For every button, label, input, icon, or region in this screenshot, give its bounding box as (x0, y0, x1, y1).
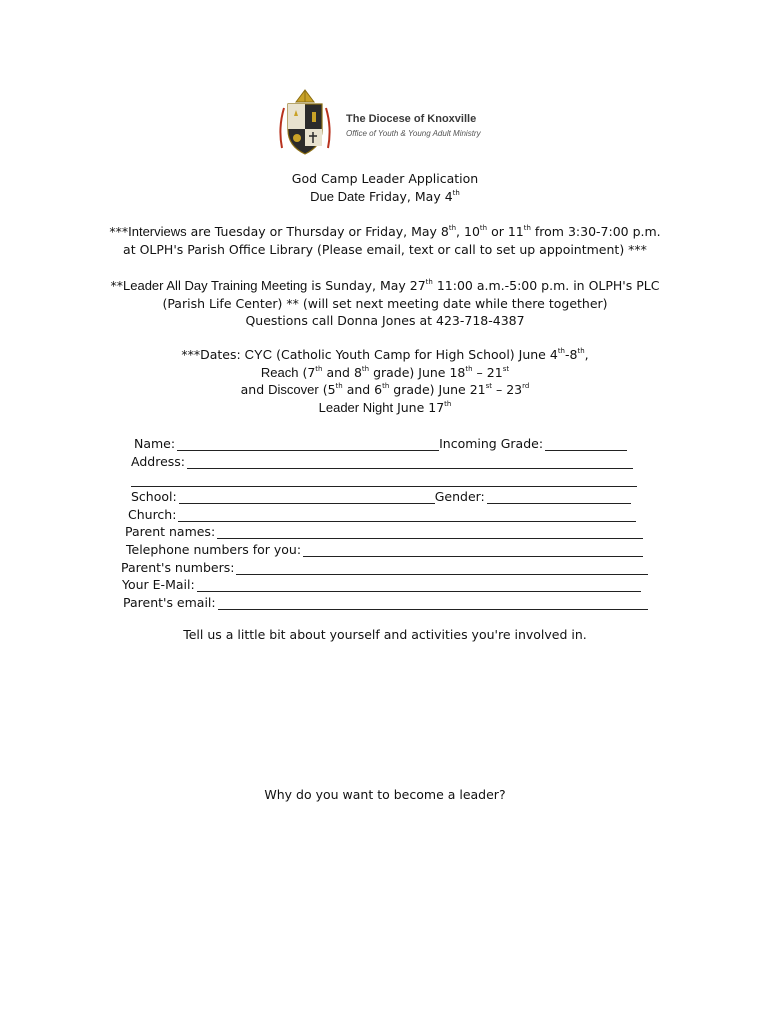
diocese-crest-icon (274, 88, 336, 158)
interviews-text-d: from 3:30-7:00 p.m. (530, 224, 661, 239)
training-label: Leader All Day Training Meeting (123, 278, 308, 293)
training-location: (Parish Life Center) ** (will set next meeting date while there together) (162, 295, 608, 311)
cyc-text: (Catholic Youth Camp for High School) June 4 (272, 347, 558, 362)
reach-text4: – 21 (472, 364, 503, 380)
discover-text1: (5 (318, 382, 336, 397)
about-yourself-question: Tell us a little bit about yourself and activities you're involved in. (183, 627, 587, 642)
cyc-sup1: th (557, 347, 565, 355)
training-block (60, 277, 710, 330)
diocese-header (274, 88, 514, 160)
interviews-block (60, 223, 710, 258)
form-title: God Camp Leader Application (291, 171, 479, 186)
interviews-line (60, 223, 710, 241)
parent-email-field[interactable] (218, 596, 648, 610)
dates-cyc-line (60, 346, 710, 364)
discover-prefix: and (240, 382, 269, 397)
interviews-text-a: are Tuesday or Thursday or Friday, May 8 (186, 224, 449, 239)
address-field[interactable] (187, 455, 633, 469)
discover-text2: and 6 (342, 382, 383, 397)
reach-sup3: th (465, 364, 473, 373)
reach-text2: and 8 (322, 364, 362, 380)
reach-label: Reach (260, 364, 299, 380)
name-label: Name: (134, 436, 176, 451)
parent-numbers-row (121, 557, 648, 575)
school-field[interactable] (179, 490, 435, 504)
interviews-location: at OLPH's Parish Office Library (Please email, text or call to set up appointment) *** (123, 241, 647, 257)
discover-label: Discover (268, 382, 319, 397)
discover-sup1: th (335, 382, 343, 390)
school-label: School: (131, 489, 177, 504)
reach-sup2: th (361, 364, 370, 373)
interviews-prefix: *** (109, 224, 129, 239)
why-leader-question: Why do you want to become a leader? (264, 787, 506, 802)
dates-discover-line (60, 381, 710, 399)
leader-night-label: Leader Night (318, 399, 394, 415)
cyc-text3: , (584, 347, 589, 362)
training-sup-a: th (425, 278, 433, 286)
training-contact: Questions call Donna Jones at 423-718-4387 (245, 313, 525, 328)
discover-sup4: rd (522, 382, 530, 390)
address-row (131, 451, 633, 469)
interviews-sup-b: th (479, 224, 488, 232)
reach-sup1: th (315, 364, 323, 373)
church-field[interactable] (178, 508, 636, 522)
interviews-sup-a: th (448, 224, 457, 232)
title-block (60, 170, 710, 205)
church-row (128, 504, 636, 522)
church-label: Church: (128, 507, 177, 522)
gender-label: Gender: (434, 489, 485, 504)
reach-text1: (7 (298, 364, 316, 380)
due-date-label: Due Date (310, 188, 366, 204)
email-field[interactable] (197, 578, 641, 592)
interviews-text-c: or 11 (487, 224, 524, 239)
due-date-sup: th (452, 188, 460, 197)
discover-sup3: st (485, 382, 493, 390)
training-text-b: 11:00 a.m.-5:00 p.m. in OLPH's PLC (432, 278, 660, 293)
discover-text3: grade) June 21 (389, 382, 486, 397)
reach-text3: grade) June 18 (369, 364, 466, 380)
parent-numbers-label: Parent's numbers: (121, 560, 235, 575)
gender-field[interactable] (487, 490, 631, 504)
telephone-field[interactable] (303, 543, 643, 557)
email-row (122, 574, 641, 592)
org-name: The Diocese of Knoxville (346, 113, 477, 125)
parent-email-label: Parent's email: (123, 595, 216, 610)
parent-names-label: Parent names: (125, 524, 216, 539)
incoming-grade-label: Incoming Grade: (439, 436, 544, 451)
training-line (60, 277, 710, 295)
training-prefix: ** (110, 278, 124, 293)
cyc-label: CYC (244, 347, 273, 362)
discover-text4: – 23 (492, 382, 523, 397)
leader-night-text: June 17 (393, 399, 445, 415)
name-row (134, 433, 627, 451)
parent-names-field[interactable] (217, 525, 643, 539)
interviews-text-b: , 10 (456, 224, 480, 239)
telephone-label: Telephone numbers for you: (126, 542, 302, 557)
parent-numbers-field[interactable] (236, 561, 648, 575)
parent-names-row (125, 521, 643, 539)
dates-night-line (60, 399, 710, 417)
telephone-row (126, 539, 643, 557)
incoming-grade-field[interactable] (545, 437, 627, 451)
cyc-text2: -8 (565, 347, 578, 362)
email-label: Your E-Mail: (122, 577, 195, 592)
name-field[interactable] (177, 437, 439, 451)
parent-email-row (123, 592, 648, 610)
reach-sup4: st (502, 364, 510, 373)
address-line2-field[interactable] (131, 473, 637, 487)
org-subtitle: Office of Youth & Young Adult Ministry (346, 129, 481, 138)
address-label: Address: (131, 454, 185, 469)
cyc-sup2: th (577, 347, 585, 355)
interviews-sup-c: th (523, 224, 531, 232)
leader-night-sup: th (444, 399, 452, 408)
dates-block (60, 346, 710, 416)
due-date-line (60, 188, 710, 206)
address-line2-row (131, 469, 637, 487)
due-date-value: Friday, May 4 (365, 188, 453, 204)
school-row (131, 486, 631, 504)
discover-sup2: th (382, 382, 390, 390)
training-text-a: is Sunday, May 27 (307, 278, 426, 293)
dates-prefix: ***Dates: (181, 347, 245, 362)
interviews-label: Interviews (128, 224, 187, 239)
dates-reach-line (60, 364, 710, 382)
